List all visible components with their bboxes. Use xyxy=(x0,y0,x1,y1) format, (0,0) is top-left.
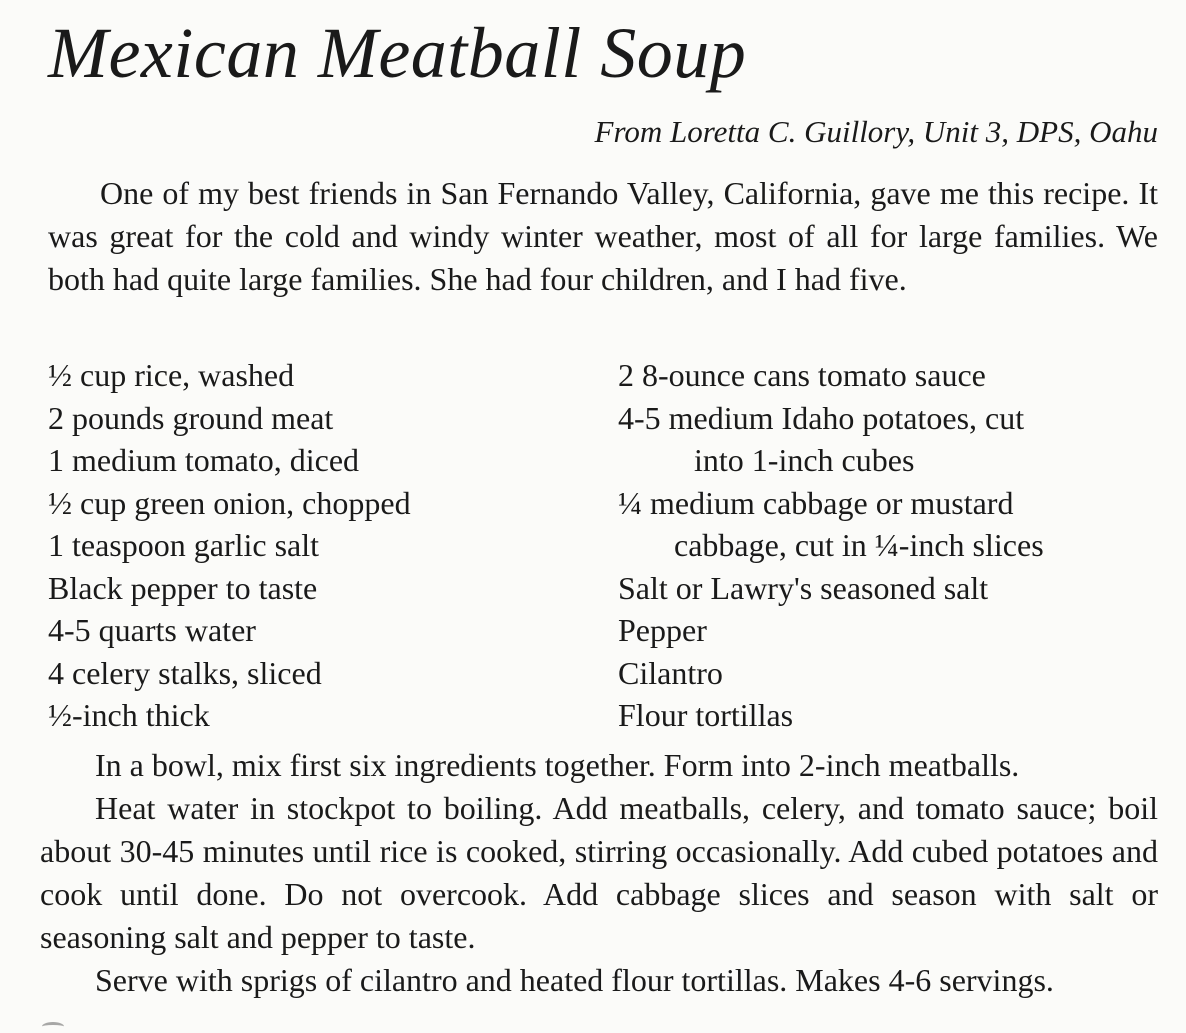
ingredient-line: ½-inch thick xyxy=(48,697,210,733)
ingredient-line: Salt or Lawry's seasoned salt xyxy=(618,569,989,606)
ingredient-line: Black pepper to taste xyxy=(48,569,318,606)
method-paragraph: Heat water in stockpot to boiling. Add meatballs, celery, and tomato sauce; boil about 30-45 minutes until rice is cooked, stirring occasionally. Add cubed potatoes and cook until done. Do not overcook. Add cabbage slices and season with salt or seasoning salt and pepper to taste. xyxy=(40,790,1158,955)
ingredients-left-column xyxy=(48,354,608,737)
recipe-intro: One of my best friends in San Fernando Valley, California, gave me this recipe. It was great for the cold and windy winter weather, most of all for large families. We both had quite large families. She had four children, and I had five. xyxy=(48,175,1158,297)
ingredient-line: 1 medium tomato, diced xyxy=(48,442,360,478)
recipe-attribution: From Loretta C. Guillory, Unit 3, DPS, Oahu xyxy=(594,114,1158,149)
ingredient-line: 4-5 quarts water xyxy=(48,612,256,648)
ingredient-line: into 1-inch cubes xyxy=(694,442,915,478)
method-paragraph: In a bowl, mix first six ingredients together. Form into 2-inch meatballs. xyxy=(95,747,1020,783)
ingredient-line: 2 8-ounce cans tomato sauce xyxy=(618,357,986,393)
ingredients-right-column xyxy=(618,354,1158,737)
page-number-fragment xyxy=(42,1022,64,1031)
ingredient-line: 4 celery stalks, sliced xyxy=(48,654,322,691)
ingredient-line: Pepper xyxy=(618,612,707,648)
ingredient-line: ½ cup rice, washed xyxy=(48,357,295,393)
ingredient-line: Flour tortillas xyxy=(618,697,794,733)
ingredient-line: 4-5 medium Idaho potatoes, cut xyxy=(618,399,1025,436)
recipe-method xyxy=(40,744,1158,1002)
method-paragraph: Serve with sprigs of cilantro and heated flour tortillas. Makes 4-6 servings. xyxy=(95,962,1054,998)
ingredient-line: Cilantro xyxy=(618,654,723,691)
ingredient-line: ½ cup green onion, chopped xyxy=(48,484,411,521)
ingredient-line: ¼ medium cabbage or mustard xyxy=(618,484,1014,521)
ingredient-line: 1 teaspoon garlic salt xyxy=(48,527,320,563)
ingredient-line: cabbage, cut in ¼-inch slices xyxy=(674,527,1044,563)
ingredient-line: 2 pounds ground meat xyxy=(48,399,334,436)
recipe-title: Mexican Meatball Soup xyxy=(48,13,747,93)
